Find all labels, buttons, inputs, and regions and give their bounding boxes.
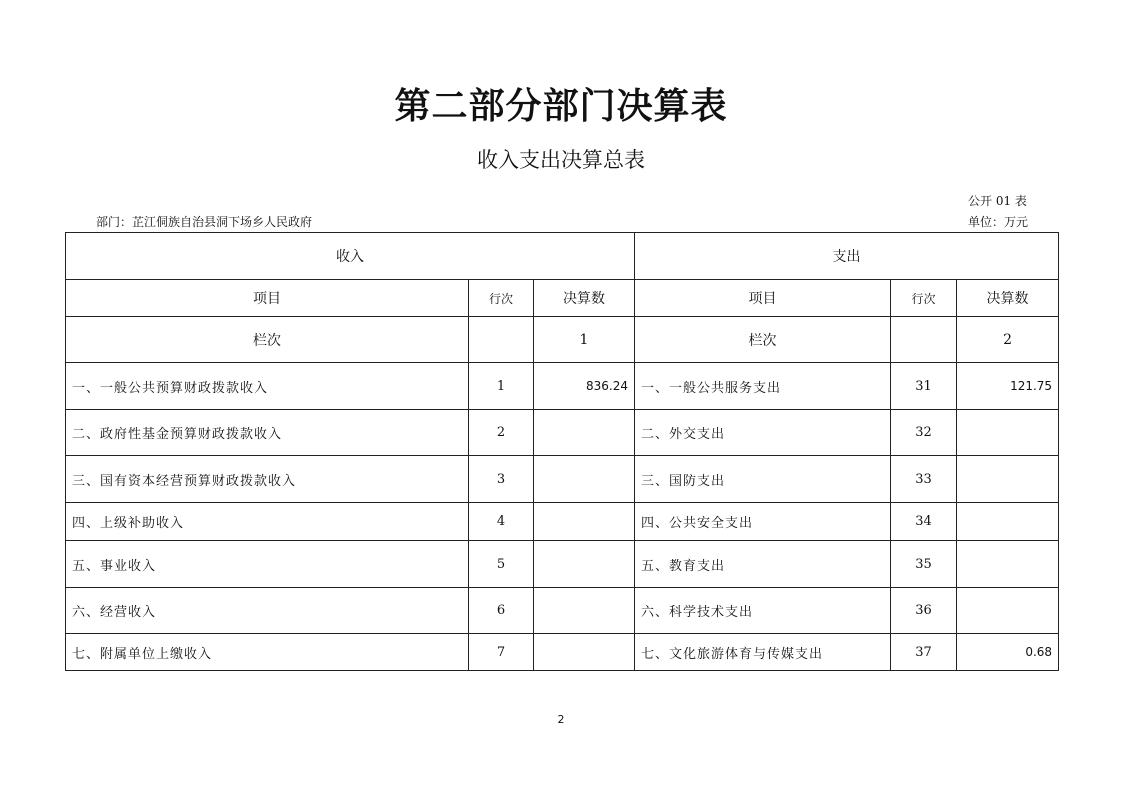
expense-item: 五、教育支出 <box>635 541 891 588</box>
expense-line-no: 37 <box>891 634 957 671</box>
expense-column-label: 栏次 <box>635 317 891 363</box>
income-amount <box>534 588 635 634</box>
expense-amount <box>957 588 1059 634</box>
table-row <box>66 503 1059 541</box>
income-item: 五、事业收入 <box>66 541 469 588</box>
expense-section-header: 支出 <box>635 233 1059 280</box>
expense-amount <box>957 503 1059 541</box>
income-line-blank <box>469 317 534 363</box>
table-subtitle: 收入支出决算总表 <box>477 148 645 172</box>
expense-item: 六、科学技术支出 <box>635 588 891 634</box>
income-amount <box>534 456 635 503</box>
expense-amount <box>957 456 1059 503</box>
expense-line-no: 36 <box>891 588 957 634</box>
table-column-header-row <box>66 280 1059 317</box>
expense-line-header: 行次 <box>891 280 957 317</box>
table-row <box>66 363 1059 410</box>
income-line-no: 5 <box>469 541 534 588</box>
expense-amount: 0.68 <box>957 634 1059 671</box>
income-line-header: 行次 <box>469 280 534 317</box>
expense-amount <box>957 410 1059 456</box>
income-column-label: 栏次 <box>66 317 469 363</box>
income-line-no: 3 <box>469 456 534 503</box>
table-row <box>66 541 1059 588</box>
income-line-no: 4 <box>469 503 534 541</box>
income-item: 七、附属单位上缴收入 <box>66 634 469 671</box>
expense-line-no: 31 <box>891 363 957 410</box>
expense-item: 二、外交支出 <box>635 410 891 456</box>
department-label: 部门：芷江侗族自治县洞下场乡人民政府 <box>96 215 313 229</box>
table-section-header-row <box>66 233 1059 280</box>
income-expense-table <box>65 232 1059 671</box>
table-row <box>66 634 1059 671</box>
income-item: 四、上级补助收入 <box>66 503 469 541</box>
expense-line-no: 35 <box>891 541 957 588</box>
income-amount <box>534 541 635 588</box>
expense-item: 七、文化旅游体育与传媒支出 <box>635 634 891 671</box>
expense-line-blank <box>891 317 957 363</box>
income-amount <box>534 634 635 671</box>
income-amount <box>534 503 635 541</box>
expense-item: 三、国防支出 <box>635 456 891 503</box>
income-amount <box>534 410 635 456</box>
column-number-row <box>66 317 1059 363</box>
income-line-no: 1 <box>469 363 534 410</box>
expense-line-no: 33 <box>891 456 957 503</box>
income-item-header: 项目 <box>66 280 469 317</box>
expense-item: 一、一般公共服务支出 <box>635 363 891 410</box>
expense-column-number: 2 <box>957 317 1059 363</box>
table-row <box>66 410 1059 456</box>
income-column-number: 1 <box>534 317 635 363</box>
expense-amount: 121.75 <box>957 363 1059 410</box>
income-amount-header: 决算数 <box>534 280 635 317</box>
income-item: 二、政府性基金预算财政拨款收入 <box>66 410 469 456</box>
income-section-header: 收入 <box>66 233 635 280</box>
page-number: 2 <box>557 713 565 726</box>
expense-amount <box>957 541 1059 588</box>
income-line-no: 7 <box>469 634 534 671</box>
income-item: 六、经营收入 <box>66 588 469 634</box>
unit-label: 单位：万元 <box>968 215 1029 229</box>
table-row <box>66 456 1059 503</box>
income-item: 三、国有资本经营预算财政拨款收入 <box>66 456 469 503</box>
income-item: 一、一般公共预算财政拨款收入 <box>66 363 469 410</box>
expense-amount-header: 决算数 <box>957 280 1059 317</box>
expense-item: 四、公共安全支出 <box>635 503 891 541</box>
table-row <box>66 588 1059 634</box>
page-title: 第二部分部门决算表 <box>394 85 728 127</box>
income-line-no: 2 <box>469 410 534 456</box>
expense-line-no: 34 <box>891 503 957 541</box>
expense-line-no: 32 <box>891 410 957 456</box>
income-amount: 836.24 <box>534 363 635 410</box>
expense-item-header: 项目 <box>635 280 891 317</box>
income-line-no: 6 <box>469 588 534 634</box>
form-code: 公开 01 表 <box>968 194 1027 208</box>
